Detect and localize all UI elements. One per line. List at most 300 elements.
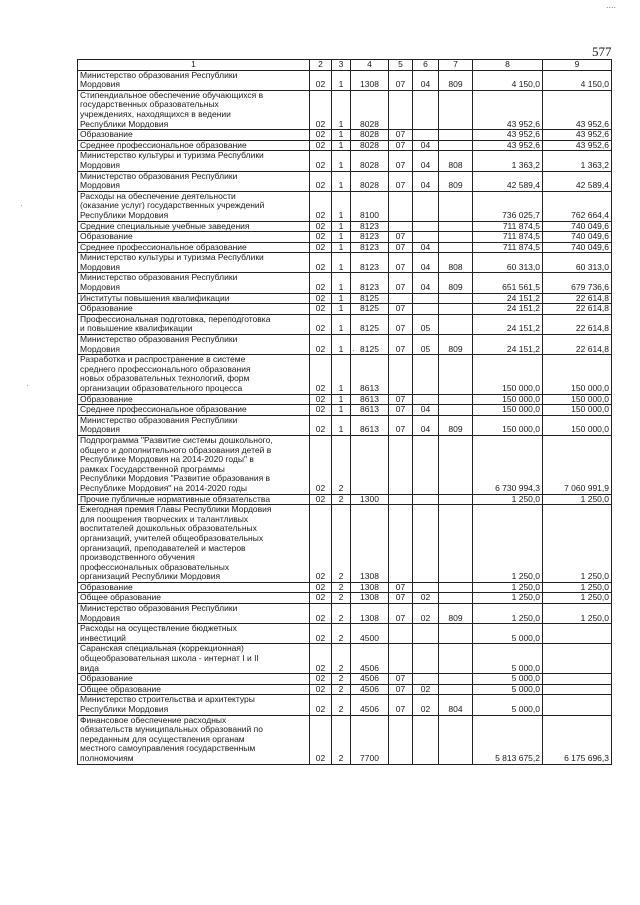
row-cell-v8: 736 025,7 <box>473 191 543 221</box>
row-cell-c2: 02 <box>310 140 332 151</box>
row-cell-c5 <box>389 90 413 129</box>
row-cell-c7 <box>439 314 473 334</box>
row-name-cell: Стипендиальное обеспечение обучающихся в государственных образовательных учреждениях, находящихся в ведении Республики Мордовия <box>78 90 310 129</box>
row-cell-c3: 1 <box>332 232 351 243</box>
row-name-cell: Прочие публичные нормативные обязательства <box>78 494 310 505</box>
row-cell-c3: 1 <box>332 273 351 293</box>
row-cell-c4: 8028 <box>351 171 389 191</box>
row-cell-c5: 07 <box>389 242 413 253</box>
table-row <box>78 644 612 674</box>
table-row <box>78 304 612 315</box>
row-name-cell: Среднее профессиональное образование <box>78 140 310 151</box>
row-cell-c2: 02 <box>310 624 332 644</box>
scan-mark: · <box>26 380 29 390</box>
row-cell-v8: 5 000,0 <box>473 644 543 674</box>
table-row <box>78 253 612 273</box>
row-cell-c4: 8123 <box>351 221 389 232</box>
row-cell-c3: 1 <box>332 242 351 253</box>
row-cell-c2: 02 <box>310 604 332 624</box>
row-cell-c4: 8613 <box>351 405 389 416</box>
row-cell-c7 <box>439 674 473 685</box>
row-cell-v9: 60 313,0 <box>543 253 612 273</box>
row-name-cell: Министерство образования Республики Мордовия <box>78 335 310 355</box>
row-cell-c2: 02 <box>310 232 332 243</box>
row-cell-c4: 4506 <box>351 684 389 695</box>
row-cell-v9: 1 250,0 <box>543 582 612 593</box>
row-cell-c3: 2 <box>332 494 351 505</box>
row-cell-c7 <box>439 90 473 129</box>
row-cell-c2: 02 <box>310 695 332 715</box>
row-cell-c2: 02 <box>310 130 332 141</box>
row-cell-c7 <box>439 242 473 253</box>
row-cell-v8: 711 874,5 <box>473 242 543 253</box>
row-cell-c5 <box>389 494 413 505</box>
row-cell-v8: 24 151,2 <box>473 293 543 304</box>
row-cell-c6: 05 <box>413 314 439 334</box>
row-cell-c7: 804 <box>439 695 473 715</box>
row-cell-c5: 07 <box>389 130 413 141</box>
row-cell-c5 <box>389 293 413 304</box>
row-cell-c6 <box>413 644 439 674</box>
row-cell-c2: 02 <box>310 593 332 604</box>
row-cell-c6: 05 <box>413 335 439 355</box>
row-cell-c7 <box>439 624 473 644</box>
row-cell-v8: 5 000,0 <box>473 695 543 715</box>
row-name-cell: Среднее профессиональное образование <box>78 242 310 253</box>
row-cell-c4: 8100 <box>351 191 389 221</box>
row-cell-v8: 150 000,0 <box>473 394 543 405</box>
row-name-cell: Министерство образования Республики Мордовия <box>78 604 310 624</box>
row-cell-c4: 8125 <box>351 304 389 315</box>
row-cell-v9 <box>543 684 612 695</box>
row-cell-c4: 1308 <box>351 604 389 624</box>
row-cell-c7 <box>439 505 473 583</box>
row-cell-c6: 02 <box>413 684 439 695</box>
table-row <box>78 221 612 232</box>
table-row <box>78 604 612 624</box>
row-cell-c2: 02 <box>310 394 332 405</box>
row-cell-c4: 8613 <box>351 355 389 394</box>
row-name-cell: Общее образование <box>78 593 310 604</box>
row-name-cell: Образование <box>78 304 310 315</box>
row-cell-c5 <box>389 505 413 583</box>
row-cell-c3: 2 <box>332 695 351 715</box>
row-cell-c7 <box>439 715 473 764</box>
row-cell-c5: 07 <box>389 304 413 315</box>
row-cell-c7 <box>439 582 473 593</box>
row-cell-c7: 808 <box>439 151 473 171</box>
row-cell-c4: 1308 <box>351 593 389 604</box>
row-cell-c3: 2 <box>332 674 351 685</box>
row-cell-c2: 02 <box>310 684 332 695</box>
row-cell-c6: 04 <box>413 171 439 191</box>
table-row <box>78 70 612 90</box>
row-cell-c6: 04 <box>413 70 439 90</box>
row-cell-v8: 42 589,4 <box>473 171 543 191</box>
row-name-cell: Разработка и распространение в системе среднего профессионального образования новых образовательных технологий, форм организации образовательного процесса <box>78 355 310 394</box>
row-name-cell: Министерство образования Республики Мордовия <box>78 415 310 435</box>
row-cell-c7 <box>439 130 473 141</box>
row-cell-c7 <box>439 394 473 405</box>
row-cell-c4: 7700 <box>351 715 389 764</box>
row-cell-c2: 02 <box>310 355 332 394</box>
row-name-cell: Образование <box>78 232 310 243</box>
row-cell-c4: 4500 <box>351 624 389 644</box>
row-cell-c3: 2 <box>332 684 351 695</box>
row-cell-v8: 711 874,5 <box>473 232 543 243</box>
row-cell-v8: 5 000,0 <box>473 624 543 644</box>
row-cell-c3: 2 <box>332 435 351 494</box>
row-cell-v9: 679 736,6 <box>543 273 612 293</box>
row-cell-c4: 1308 <box>351 582 389 593</box>
row-cell-c2: 02 <box>310 644 332 674</box>
row-cell-c4: 1308 <box>351 70 389 90</box>
table-row <box>78 130 612 141</box>
row-cell-c4: 8123 <box>351 232 389 243</box>
row-cell-c7 <box>439 684 473 695</box>
row-cell-c5 <box>389 624 413 644</box>
row-cell-v9 <box>543 674 612 685</box>
row-cell-c3: 2 <box>332 582 351 593</box>
row-cell-c6: 04 <box>413 273 439 293</box>
row-cell-c4: 8125 <box>351 293 389 304</box>
row-cell-c5: 07 <box>389 593 413 604</box>
row-cell-c5 <box>389 355 413 394</box>
row-cell-v9: 1 250,0 <box>543 593 612 604</box>
row-cell-c3: 1 <box>332 405 351 416</box>
row-cell-c7: 809 <box>439 604 473 624</box>
row-cell-v8: 150 000,0 <box>473 405 543 416</box>
row-cell-v8: 5 000,0 <box>473 684 543 695</box>
row-cell-c6 <box>413 494 439 505</box>
row-cell-v9: 740 049,6 <box>543 221 612 232</box>
row-cell-c7 <box>439 355 473 394</box>
column-header-9: 9 <box>543 60 612 71</box>
row-cell-c4 <box>351 435 389 494</box>
table-row <box>78 273 612 293</box>
row-name-cell: Образование <box>78 394 310 405</box>
column-header-5: 5 <box>389 60 413 71</box>
row-cell-v9: 1 250,0 <box>543 505 612 583</box>
row-name-cell: Подпрограмма "Развитие системы дошкольного, общего и дополнительного образования детей в Республике Мордовия на 2014-2020 годы" в рамках Государственной программы Республики Мордовия "Развитие образования в Республике Мордовия" на 2014-2020 годы <box>78 435 310 494</box>
row-cell-c6: 04 <box>413 405 439 416</box>
row-cell-c6: 04 <box>413 151 439 171</box>
row-cell-c5 <box>389 715 413 764</box>
row-cell-c3: 1 <box>332 314 351 334</box>
row-cell-v9: 150 000,0 <box>543 415 612 435</box>
row-cell-c6 <box>413 355 439 394</box>
row-cell-c3: 1 <box>332 191 351 221</box>
row-cell-v9 <box>543 624 612 644</box>
column-header-1: 1 <box>78 60 310 71</box>
row-cell-c5: 07 <box>389 695 413 715</box>
row-cell-v9: 740 049,6 <box>543 242 612 253</box>
row-cell-c6 <box>413 191 439 221</box>
scan-mark: · <box>352 345 355 355</box>
row-cell-c3: 2 <box>332 644 351 674</box>
row-cell-c4: 8613 <box>351 415 389 435</box>
row-cell-v8: 651 561,5 <box>473 273 543 293</box>
row-cell-v9: 22 614,8 <box>543 293 612 304</box>
table-row <box>78 715 612 764</box>
row-cell-c7 <box>439 494 473 505</box>
row-cell-c2: 02 <box>310 314 332 334</box>
row-name-cell: Общее образование <box>78 684 310 695</box>
row-cell-v9: 1 250,0 <box>543 604 612 624</box>
row-cell-c6 <box>413 715 439 764</box>
row-cell-v8: 43 952,6 <box>473 140 543 151</box>
row-cell-c5: 07 <box>389 604 413 624</box>
row-cell-v8: 1 363,2 <box>473 151 543 171</box>
row-name-cell: Расходы на осуществление бюджетных инвестиций <box>78 624 310 644</box>
row-cell-c4: 8028 <box>351 130 389 141</box>
row-cell-c7: 809 <box>439 70 473 90</box>
row-name-cell: Финансовое обеспечение расходных обязательств муниципальных образований по переданным для осуществления органам местного самоуправления государственным полномочиям <box>78 715 310 764</box>
row-cell-c4: 8613 <box>351 394 389 405</box>
row-cell-v8: 5 813 675,2 <box>473 715 543 764</box>
row-cell-c3: 1 <box>332 394 351 405</box>
row-cell-c4: 8123 <box>351 242 389 253</box>
row-cell-c4: 8028 <box>351 140 389 151</box>
row-cell-c3: 2 <box>332 505 351 583</box>
row-cell-c2: 02 <box>310 171 332 191</box>
table-row <box>78 355 612 394</box>
row-cell-c6: 02 <box>413 695 439 715</box>
row-cell-c3: 1 <box>332 70 351 90</box>
row-cell-c2: 02 <box>310 335 332 355</box>
table-row <box>78 335 612 355</box>
row-cell-c2: 02 <box>310 494 332 505</box>
row-name-cell: Образование <box>78 582 310 593</box>
row-cell-c5: 07 <box>389 232 413 243</box>
table-row <box>78 494 612 505</box>
row-cell-v8: 24 151,2 <box>473 314 543 334</box>
row-name-cell: Образование <box>78 130 310 141</box>
row-cell-c2: 02 <box>310 191 332 221</box>
row-cell-c7: 809 <box>439 273 473 293</box>
row-cell-c6 <box>413 582 439 593</box>
table-row <box>78 293 612 304</box>
row-name-cell: Средние специальные учебные заведения <box>78 221 310 232</box>
row-cell-c6 <box>413 435 439 494</box>
table-row <box>78 191 612 221</box>
column-header-2: 2 <box>310 60 332 71</box>
row-cell-c3: 1 <box>332 151 351 171</box>
row-cell-c6 <box>413 394 439 405</box>
table-row <box>78 593 612 604</box>
row-cell-c2: 02 <box>310 505 332 583</box>
row-name-cell: Министерство строительства и архитектуры Республики Мордовия <box>78 695 310 715</box>
row-cell-c5: 07 <box>389 415 413 435</box>
row-cell-c7: 809 <box>439 415 473 435</box>
row-cell-c7 <box>439 221 473 232</box>
row-cell-c6 <box>413 674 439 685</box>
row-cell-c6 <box>413 130 439 141</box>
row-cell-v9: 22 614,8 <box>543 314 612 334</box>
row-cell-v9: 43 952,6 <box>543 90 612 129</box>
row-cell-c6: 02 <box>413 593 439 604</box>
row-cell-v8: 24 151,2 <box>473 335 543 355</box>
row-cell-c7: 809 <box>439 171 473 191</box>
row-cell-c5: 07 <box>389 394 413 405</box>
row-cell-v9: 42 589,4 <box>543 171 612 191</box>
table-row <box>78 674 612 685</box>
table-row <box>78 624 612 644</box>
table-row <box>78 695 612 715</box>
row-cell-c5: 07 <box>389 674 413 685</box>
row-cell-c7 <box>439 644 473 674</box>
row-cell-v9: 22 614,8 <box>543 304 612 315</box>
table-row <box>78 415 612 435</box>
row-cell-v8: 711 874,5 <box>473 221 543 232</box>
row-cell-v9: 1 363,2 <box>543 151 612 171</box>
row-cell-v8: 150 000,0 <box>473 415 543 435</box>
row-cell-c3: 2 <box>332 715 351 764</box>
row-cell-c6 <box>413 505 439 583</box>
row-cell-v9: 6 175 696,3 <box>543 715 612 764</box>
row-cell-c2: 02 <box>310 293 332 304</box>
row-cell-c5 <box>389 435 413 494</box>
row-cell-c2: 02 <box>310 70 332 90</box>
row-cell-c2: 02 <box>310 415 332 435</box>
table-row <box>78 582 612 593</box>
row-cell-v8: 1 250,0 <box>473 494 543 505</box>
row-cell-c4: 8125 <box>351 314 389 334</box>
row-cell-v8: 1 250,0 <box>473 604 543 624</box>
row-cell-c2: 02 <box>310 90 332 129</box>
table-row <box>78 171 612 191</box>
row-cell-c3: 2 <box>332 624 351 644</box>
row-cell-v9: 43 952,6 <box>543 140 612 151</box>
row-name-cell: Среднее профессиональное образование <box>78 405 310 416</box>
row-cell-c6: 04 <box>413 242 439 253</box>
row-cell-c3: 1 <box>332 355 351 394</box>
row-cell-v9: 150 000,0 <box>543 394 612 405</box>
row-name-cell: Министерство культуры и туризма Республики Мордовия <box>78 151 310 171</box>
row-name-cell: Министерство образования Республики Мордовия <box>78 70 310 90</box>
row-cell-c2: 02 <box>310 435 332 494</box>
row-cell-v8: 6 730 994,3 <box>473 435 543 494</box>
row-cell-c3: 2 <box>332 593 351 604</box>
corner-mark: .... <box>606 0 617 10</box>
row-cell-c5: 07 <box>389 253 413 273</box>
row-cell-c3: 2 <box>332 604 351 624</box>
row-cell-c3: 1 <box>332 221 351 232</box>
row-cell-c5: 07 <box>389 171 413 191</box>
row-cell-c5: 07 <box>389 684 413 695</box>
scan-mark: · <box>20 200 23 210</box>
row-cell-c7 <box>439 140 473 151</box>
row-cell-c6 <box>413 293 439 304</box>
row-cell-v9: 22 614,8 <box>543 335 612 355</box>
row-cell-c5 <box>389 221 413 232</box>
row-cell-v9 <box>543 695 612 715</box>
row-name-cell: Министерство культуры и туризма Республики Мордовия <box>78 253 310 273</box>
row-cell-c4: 1308 <box>351 505 389 583</box>
table-row <box>78 394 612 405</box>
row-cell-c3: 1 <box>332 335 351 355</box>
row-name-cell: Ежегодная премия Главы Республики Мордовия для поощрения творческих и талантливых воспитателей дошкольных образовательных организаций, учителей общеобразовательных организаций, преподавателей и мастеров производственного обучения профессиональных образовательных организаций Республики Мордовия <box>78 505 310 583</box>
row-cell-c4: 4506 <box>351 695 389 715</box>
row-cell-v8: 1 250,0 <box>473 505 543 583</box>
row-cell-c4: 8125 <box>351 335 389 355</box>
table-row <box>78 405 612 416</box>
column-header-6: 6 <box>413 60 439 71</box>
row-cell-c3: 1 <box>332 140 351 151</box>
table-row <box>78 151 612 171</box>
row-cell-v9: 43 952,6 <box>543 130 612 141</box>
table-row <box>78 232 612 243</box>
row-cell-c6: 04 <box>413 415 439 435</box>
row-cell-c7 <box>439 435 473 494</box>
row-cell-c3: 1 <box>332 130 351 141</box>
column-header-3: 3 <box>332 60 351 71</box>
row-cell-c3: 1 <box>332 253 351 273</box>
row-cell-c7 <box>439 304 473 315</box>
row-cell-v8: 4 150,0 <box>473 70 543 90</box>
row-cell-c5: 07 <box>389 335 413 355</box>
row-cell-c4: 4506 <box>351 674 389 685</box>
row-cell-c6 <box>413 304 439 315</box>
row-cell-v9: 762 664,4 <box>543 191 612 221</box>
row-cell-c6 <box>413 624 439 644</box>
row-cell-c6: 04 <box>413 253 439 273</box>
row-cell-c3: 1 <box>332 304 351 315</box>
row-name-cell: Министерство образования Республики Мордовия <box>78 273 310 293</box>
row-name-cell: Профессиональная подготовка, переподготовка и повышение квалификации <box>78 314 310 334</box>
row-cell-c2: 02 <box>310 273 332 293</box>
row-cell-c2: 02 <box>310 582 332 593</box>
row-cell-v8: 1 250,0 <box>473 593 543 604</box>
row-cell-c5: 07 <box>389 582 413 593</box>
row-cell-c6 <box>413 232 439 243</box>
column-header-4: 4 <box>351 60 389 71</box>
row-cell-c7 <box>439 232 473 243</box>
row-cell-v8: 43 952,6 <box>473 90 543 129</box>
row-cell-c6 <box>413 90 439 129</box>
row-name-cell: Образование <box>78 674 310 685</box>
row-cell-c6 <box>413 221 439 232</box>
row-cell-c2: 02 <box>310 304 332 315</box>
row-cell-c7 <box>439 405 473 416</box>
row-name-cell: Министерство образования Республики Мордовия <box>78 171 310 191</box>
table-row <box>78 90 612 129</box>
row-cell-c2: 02 <box>310 715 332 764</box>
row-cell-v9: 4 150,0 <box>543 70 612 90</box>
row-cell-v9: 150 000,0 <box>543 355 612 394</box>
row-cell-c3: 1 <box>332 415 351 435</box>
table-row <box>78 314 612 334</box>
table-row <box>78 242 612 253</box>
row-cell-c2: 02 <box>310 151 332 171</box>
row-cell-c5 <box>389 191 413 221</box>
row-cell-v9 <box>543 644 612 674</box>
row-cell-v9: 150 000,0 <box>543 405 612 416</box>
row-cell-v9: 740 049,6 <box>543 232 612 243</box>
row-cell-v8: 43 952,6 <box>473 130 543 141</box>
row-cell-c5: 07 <box>389 151 413 171</box>
row-cell-c7 <box>439 191 473 221</box>
row-cell-c7 <box>439 293 473 304</box>
column-header-7: 7 <box>439 60 473 71</box>
row-name-cell: Расходы на обеспечение деятельности (оказание услуг) государственных учреждений Республики Мордовия <box>78 191 310 221</box>
row-cell-v8: 5 000,0 <box>473 674 543 685</box>
row-cell-c6: 04 <box>413 140 439 151</box>
table-row <box>78 435 612 494</box>
page-number: 577 <box>592 44 612 59</box>
row-cell-c4: 8028 <box>351 151 389 171</box>
row-cell-c7 <box>439 593 473 604</box>
